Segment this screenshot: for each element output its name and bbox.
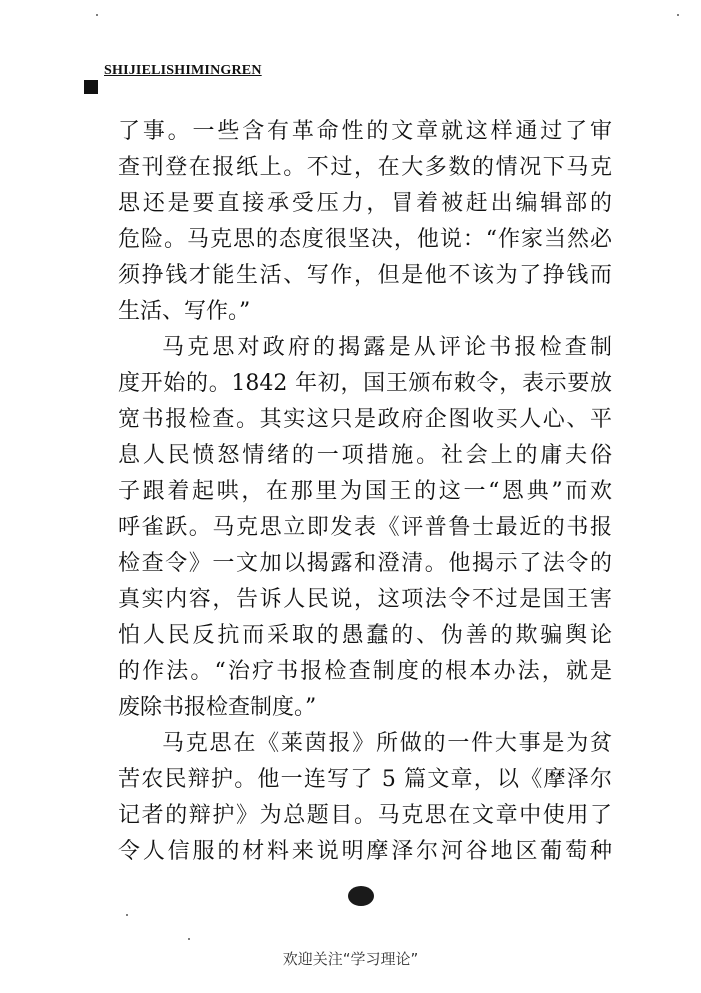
text-line: 呼雀跃。马克思立即发表《评普鲁士最近的书报 <box>118 515 612 540</box>
scan-speck <box>677 14 679 16</box>
scan-speck <box>126 914 128 916</box>
footer-note: 欢迎关注“学习理论” <box>282 950 419 968</box>
text-line: 查刊登在报纸上。不过，在大多数的情况下马克 <box>118 155 612 180</box>
text-line: 苦农民辩护。他一连写了 5 篇文章，以《摩泽尔 <box>118 767 612 792</box>
text-line: 废除书报检查制度。” <box>118 695 317 720</box>
running-title: SHIJIELISHIMINGREN <box>104 63 262 78</box>
text-line: 的作法。“治疗书报检查制度的根本办法，就是 <box>118 659 612 684</box>
page-number-blot <box>348 886 374 906</box>
text-line: 马克思在《莱茵报》所做的一件大事是为贫 <box>162 731 612 756</box>
text-line: 检查令》一文加以揭露和澄清。他揭示了法令的 <box>118 551 612 576</box>
text-line: 危险。马克思的态度很坚决，他说：“作家当然必 <box>118 227 612 252</box>
text-line: 了事。一些含有革命性的文章就这样通过了审 <box>118 119 612 144</box>
text-line: 怕人民反抗而采取的愚蠢的、伪善的欺骗舆论 <box>118 623 612 648</box>
text-line: 子跟着起哄，在那里为国王的这一“恩典”而欢 <box>118 479 612 504</box>
text-line: 息人民愤怒情绪的一项措施。社会上的庸夫俗 <box>118 443 612 468</box>
text-line: 宽书报检查。其实这只是政府企图收买人心、平 <box>118 407 612 432</box>
text-line: 马克思对政府的揭露是从评论书报检查制 <box>162 335 612 360</box>
text-line: 真实内容，告诉人民说，这项法令不过是国王害 <box>118 587 612 612</box>
text-line: 令人信服的材料来说明摩泽尔河谷地区葡萄种 <box>118 839 612 864</box>
text-line: 须挣钱才能生活、写作，但是他不该为了挣钱而 <box>118 263 612 288</box>
text-line: 度开始的。1842 年初，国王颁布敕令，表示要放 <box>118 371 612 396</box>
scan-speck <box>188 938 190 940</box>
header-marker-square <box>84 80 98 94</box>
text-line: 思还是要直接承受压力，冒着被赶出编辑部的 <box>118 191 612 216</box>
scan-speck <box>96 14 98 16</box>
text-line: 记者的辩护》为总题目。马克思在文章中使用了 <box>118 803 612 828</box>
text-line: 生活、写作。” <box>118 299 251 324</box>
body-text <box>118 114 612 870</box>
